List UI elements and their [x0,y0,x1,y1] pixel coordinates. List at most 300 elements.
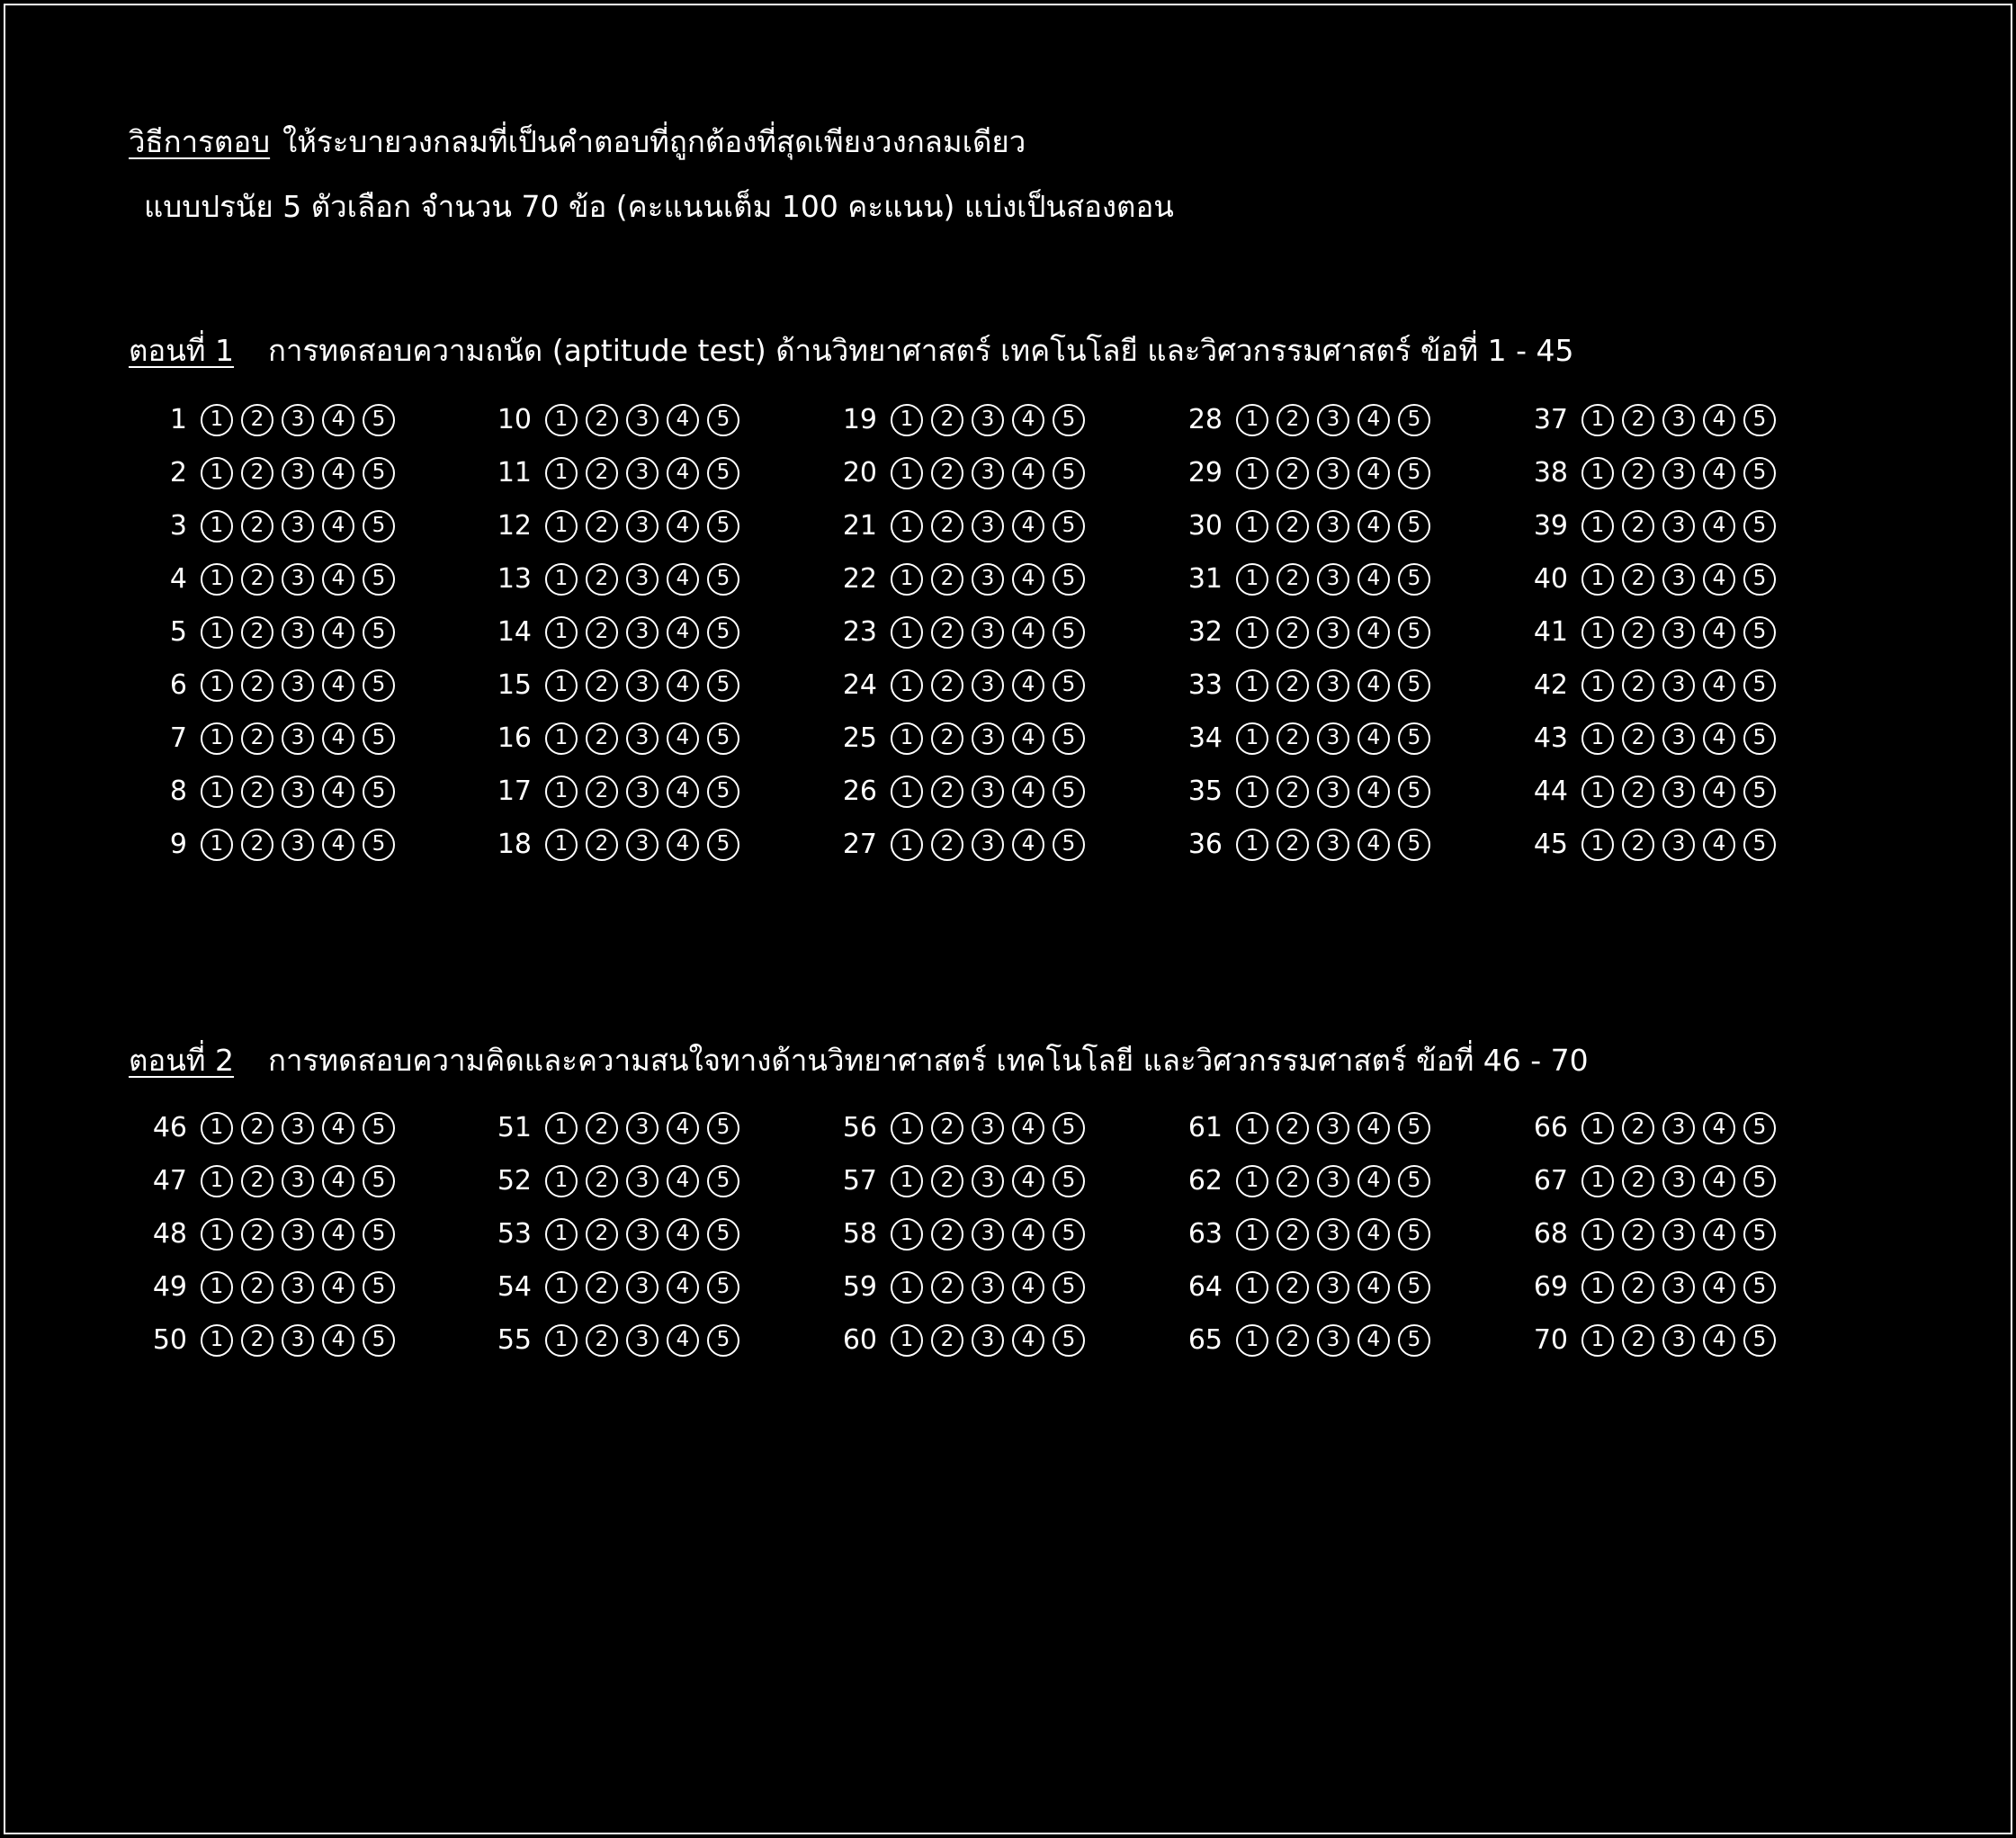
answer-bubble-2[interactable]: 2 [1622,457,1654,489]
answer-bubble-5[interactable]: 5 [707,1218,739,1251]
answer-bubble-3[interactable]: 3 [1317,1218,1349,1251]
answer-bubble-1[interactable]: 1 [201,776,233,808]
answer-bubble-5[interactable]: 5 [1743,829,1776,861]
answer-bubble-2[interactable]: 2 [241,1271,273,1304]
answer-bubble-3[interactable]: 3 [626,829,659,861]
answer-bubble-1[interactable]: 1 [891,510,923,542]
answer-bubble-3[interactable]: 3 [972,510,1004,542]
answer-bubble-1[interactable]: 1 [545,1112,578,1144]
answer-bubble-1[interactable]: 1 [201,722,233,755]
answer-bubble-1[interactable]: 1 [201,669,233,702]
answer-bubble-5[interactable]: 5 [1743,776,1776,808]
answer-bubble-3[interactable]: 3 [282,1271,314,1304]
answer-bubble-2[interactable]: 2 [931,616,963,649]
answer-bubble-4[interactable]: 4 [1012,669,1044,702]
answer-bubble-5[interactable]: 5 [707,563,739,596]
answer-bubble-2[interactable]: 2 [586,404,618,436]
answer-bubble-5[interactable]: 5 [1053,776,1085,808]
answer-bubble-4[interactable]: 4 [1357,616,1390,649]
answer-bubble-2[interactable]: 2 [586,1112,618,1144]
answer-bubble-1[interactable]: 1 [891,1324,923,1357]
answer-bubble-5[interactable]: 5 [1398,722,1430,755]
answer-bubble-4[interactable]: 4 [322,457,354,489]
answer-bubble-5[interactable]: 5 [1743,1324,1776,1357]
answer-bubble-1[interactable]: 1 [201,563,233,596]
answer-bubble-2[interactable]: 2 [586,722,618,755]
answer-bubble-4[interactable]: 4 [1703,722,1735,755]
answer-bubble-2[interactable]: 2 [1277,1271,1309,1304]
answer-bubble-5[interactable]: 5 [1398,1112,1430,1144]
answer-bubble-2[interactable]: 2 [586,669,618,702]
answer-bubble-4[interactable]: 4 [322,1165,354,1197]
answer-bubble-3[interactable]: 3 [1662,722,1695,755]
answer-bubble-1[interactable]: 1 [201,829,233,861]
answer-bubble-5[interactable]: 5 [707,1324,739,1357]
answer-bubble-3[interactable]: 3 [626,1112,659,1144]
answer-bubble-4[interactable]: 4 [1012,404,1044,436]
answer-bubble-1[interactable]: 1 [1581,776,1614,808]
answer-bubble-3[interactable]: 3 [1662,616,1695,649]
answer-bubble-5[interactable]: 5 [363,510,395,542]
answer-bubble-3[interactable]: 3 [626,404,659,436]
answer-bubble-2[interactable]: 2 [586,510,618,542]
answer-bubble-1[interactable]: 1 [1236,722,1268,755]
answer-bubble-2[interactable]: 2 [1277,776,1309,808]
answer-bubble-5[interactable]: 5 [1053,404,1085,436]
answer-bubble-1[interactable]: 1 [891,1112,923,1144]
answer-bubble-2[interactable]: 2 [931,1165,963,1197]
answer-bubble-5[interactable]: 5 [707,829,739,861]
answer-bubble-4[interactable]: 4 [667,457,699,489]
answer-bubble-4[interactable]: 4 [667,776,699,808]
answer-bubble-1[interactable]: 1 [891,457,923,489]
answer-bubble-4[interactable]: 4 [1012,776,1044,808]
answer-bubble-1[interactable]: 1 [1581,1165,1614,1197]
answer-bubble-2[interactable]: 2 [586,829,618,861]
answer-bubble-4[interactable]: 4 [1703,669,1735,702]
answer-bubble-1[interactable]: 1 [545,1218,578,1251]
answer-bubble-5[interactable]: 5 [1053,669,1085,702]
answer-bubble-3[interactable]: 3 [972,722,1004,755]
answer-bubble-2[interactable]: 2 [586,776,618,808]
answer-bubble-5[interactable]: 5 [363,1218,395,1251]
answer-bubble-4[interactable]: 4 [1357,1324,1390,1357]
answer-bubble-5[interactable]: 5 [707,669,739,702]
answer-bubble-5[interactable]: 5 [1743,1271,1776,1304]
answer-bubble-1[interactable]: 1 [545,669,578,702]
answer-bubble-4[interactable]: 4 [1012,722,1044,755]
answer-bubble-2[interactable]: 2 [586,1324,618,1357]
answer-bubble-3[interactable]: 3 [282,1218,314,1251]
answer-bubble-5[interactable]: 5 [363,616,395,649]
answer-bubble-1[interactable]: 1 [545,1165,578,1197]
answer-bubble-3[interactable]: 3 [1662,669,1695,702]
answer-bubble-3[interactable]: 3 [972,1324,1004,1357]
answer-bubble-1[interactable]: 1 [545,457,578,489]
answer-bubble-3[interactable]: 3 [626,776,659,808]
answer-bubble-4[interactable]: 4 [667,829,699,861]
answer-bubble-3[interactable]: 3 [1317,457,1349,489]
answer-bubble-1[interactable]: 1 [1581,616,1614,649]
answer-bubble-1[interactable]: 1 [891,829,923,861]
answer-bubble-4[interactable]: 4 [322,1324,354,1357]
answer-bubble-4[interactable]: 4 [667,1112,699,1144]
answer-bubble-1[interactable]: 1 [891,616,923,649]
answer-bubble-4[interactable]: 4 [1357,1165,1390,1197]
answer-bubble-4[interactable]: 4 [667,616,699,649]
answer-bubble-5[interactable]: 5 [1743,457,1776,489]
answer-bubble-2[interactable]: 2 [1622,404,1654,436]
answer-bubble-1[interactable]: 1 [201,510,233,542]
answer-bubble-5[interactable]: 5 [1398,616,1430,649]
answer-bubble-1[interactable]: 1 [1236,1218,1268,1251]
answer-bubble-2[interactable]: 2 [1277,563,1309,596]
answer-bubble-4[interactable]: 4 [322,1218,354,1251]
answer-bubble-5[interactable]: 5 [363,1112,395,1144]
answer-bubble-4[interactable]: 4 [1357,1112,1390,1144]
answer-bubble-2[interactable]: 2 [241,457,273,489]
answer-bubble-1[interactable]: 1 [1236,510,1268,542]
answer-bubble-3[interactable]: 3 [282,404,314,436]
answer-bubble-5[interactable]: 5 [363,669,395,702]
answer-bubble-1[interactable]: 1 [201,457,233,489]
answer-bubble-5[interactable]: 5 [1743,669,1776,702]
answer-bubble-1[interactable]: 1 [891,1165,923,1197]
answer-bubble-4[interactable]: 4 [667,563,699,596]
answer-bubble-5[interactable]: 5 [1398,404,1430,436]
answer-bubble-5[interactable]: 5 [707,1112,739,1144]
answer-bubble-4[interactable]: 4 [667,1271,699,1304]
answer-bubble-3[interactable]: 3 [972,616,1004,649]
answer-bubble-2[interactable]: 2 [931,404,963,436]
answer-bubble-1[interactable]: 1 [1236,1324,1268,1357]
answer-bubble-4[interactable]: 4 [1012,1324,1044,1357]
answer-bubble-4[interactable]: 4 [1703,1324,1735,1357]
answer-bubble-3[interactable]: 3 [626,1324,659,1357]
answer-bubble-2[interactable]: 2 [1277,1324,1309,1357]
answer-bubble-2[interactable]: 2 [586,457,618,489]
answer-bubble-5[interactable]: 5 [1053,1112,1085,1144]
answer-bubble-3[interactable]: 3 [282,1324,314,1357]
answer-bubble-5[interactable]: 5 [1743,563,1776,596]
answer-bubble-3[interactable]: 3 [1317,669,1349,702]
answer-bubble-3[interactable]: 3 [1317,829,1349,861]
answer-bubble-3[interactable]: 3 [972,829,1004,861]
answer-bubble-2[interactable]: 2 [586,1218,618,1251]
answer-bubble-4[interactable]: 4 [322,722,354,755]
answer-bubble-2[interactable]: 2 [931,669,963,702]
answer-bubble-5[interactable]: 5 [1053,1218,1085,1251]
answer-bubble-3[interactable]: 3 [626,1271,659,1304]
answer-bubble-4[interactable]: 4 [322,1271,354,1304]
answer-bubble-4[interactable]: 4 [322,1112,354,1144]
answer-bubble-2[interactable]: 2 [241,776,273,808]
answer-bubble-4[interactable]: 4 [1703,510,1735,542]
answer-bubble-3[interactable]: 3 [626,669,659,702]
answer-bubble-5[interactable]: 5 [363,1324,395,1357]
answer-bubble-5[interactable]: 5 [707,616,739,649]
answer-bubble-5[interactable]: 5 [363,776,395,808]
answer-bubble-2[interactable]: 2 [241,1165,273,1197]
answer-bubble-1[interactable]: 1 [1581,1271,1614,1304]
answer-bubble-2[interactable]: 2 [586,616,618,649]
answer-bubble-3[interactable]: 3 [972,1165,1004,1197]
answer-bubble-4[interactable]: 4 [1012,563,1044,596]
answer-bubble-4[interactable]: 4 [1357,1271,1390,1304]
answer-bubble-3[interactable]: 3 [1662,404,1695,436]
answer-bubble-1[interactable]: 1 [1236,404,1268,436]
answer-bubble-3[interactable]: 3 [972,457,1004,489]
answer-bubble-3[interactable]: 3 [972,776,1004,808]
answer-bubble-3[interactable]: 3 [626,457,659,489]
answer-bubble-4[interactable]: 4 [1357,829,1390,861]
answer-bubble-1[interactable]: 1 [1581,563,1614,596]
answer-bubble-1[interactable]: 1 [1236,1112,1268,1144]
answer-bubble-3[interactable]: 3 [282,563,314,596]
answer-bubble-4[interactable]: 4 [322,616,354,649]
answer-bubble-3[interactable]: 3 [1317,616,1349,649]
answer-bubble-5[interactable]: 5 [1398,829,1430,861]
answer-bubble-3[interactable]: 3 [972,404,1004,436]
answer-bubble-2[interactable]: 2 [241,1324,273,1357]
answer-bubble-3[interactable]: 3 [1317,776,1349,808]
answer-bubble-2[interactable]: 2 [1277,510,1309,542]
answer-bubble-3[interactable]: 3 [626,1165,659,1197]
answer-bubble-3[interactable]: 3 [1317,510,1349,542]
answer-bubble-5[interactable]: 5 [1743,510,1776,542]
answer-bubble-5[interactable]: 5 [1053,722,1085,755]
answer-bubble-2[interactable]: 2 [586,1271,618,1304]
answer-bubble-4[interactable]: 4 [1357,404,1390,436]
answer-bubble-5[interactable]: 5 [1053,1165,1085,1197]
answer-bubble-4[interactable]: 4 [1357,776,1390,808]
answer-bubble-5[interactable]: 5 [1053,457,1085,489]
answer-bubble-4[interactable]: 4 [1703,776,1735,808]
answer-bubble-4[interactable]: 4 [1357,722,1390,755]
answer-bubble-4[interactable]: 4 [1703,616,1735,649]
answer-bubble-1[interactable]: 1 [545,722,578,755]
answer-bubble-1[interactable]: 1 [1236,669,1268,702]
answer-bubble-4[interactable]: 4 [667,722,699,755]
answer-bubble-5[interactable]: 5 [1743,1218,1776,1251]
answer-bubble-4[interactable]: 4 [667,1324,699,1357]
answer-bubble-5[interactable]: 5 [707,457,739,489]
answer-bubble-3[interactable]: 3 [1317,404,1349,436]
answer-bubble-4[interactable]: 4 [1703,457,1735,489]
answer-bubble-3[interactable]: 3 [1662,1112,1695,1144]
answer-bubble-3[interactable]: 3 [626,510,659,542]
answer-bubble-5[interactable]: 5 [1743,404,1776,436]
answer-bubble-4[interactable]: 4 [322,563,354,596]
answer-bubble-1[interactable]: 1 [1236,616,1268,649]
answer-bubble-1[interactable]: 1 [891,563,923,596]
answer-bubble-5[interactable]: 5 [1743,722,1776,755]
answer-bubble-3[interactable]: 3 [626,616,659,649]
answer-bubble-5[interactable]: 5 [707,510,739,542]
answer-bubble-1[interactable]: 1 [1581,1112,1614,1144]
answer-bubble-4[interactable]: 4 [1357,563,1390,596]
answer-bubble-2[interactable]: 2 [931,1324,963,1357]
answer-bubble-3[interactable]: 3 [1317,722,1349,755]
answer-bubble-1[interactable]: 1 [891,669,923,702]
answer-bubble-5[interactable]: 5 [363,457,395,489]
answer-bubble-4[interactable]: 4 [322,404,354,436]
answer-bubble-4[interactable]: 4 [1703,1112,1735,1144]
answer-bubble-1[interactable]: 1 [545,510,578,542]
answer-bubble-2[interactable]: 2 [1277,404,1309,436]
answer-bubble-4[interactable]: 4 [1357,510,1390,542]
answer-bubble-2[interactable]: 2 [1622,722,1654,755]
answer-bubble-3[interactable]: 3 [1317,563,1349,596]
answer-bubble-3[interactable]: 3 [282,829,314,861]
answer-bubble-3[interactable]: 3 [282,616,314,649]
answer-bubble-1[interactable]: 1 [891,722,923,755]
answer-bubble-1[interactable]: 1 [891,404,923,436]
answer-bubble-3[interactable]: 3 [972,669,1004,702]
answer-bubble-2[interactable]: 2 [586,563,618,596]
answer-bubble-3[interactable]: 3 [1662,563,1695,596]
answer-bubble-3[interactable]: 3 [972,1218,1004,1251]
answer-bubble-1[interactable]: 1 [201,1271,233,1304]
answer-bubble-4[interactable]: 4 [1357,669,1390,702]
answer-bubble-1[interactable]: 1 [201,1165,233,1197]
answer-bubble-1[interactable]: 1 [1236,1165,1268,1197]
answer-bubble-5[interactable]: 5 [363,1271,395,1304]
answer-bubble-2[interactable]: 2 [241,722,273,755]
answer-bubble-5[interactable]: 5 [1053,510,1085,542]
answer-bubble-5[interactable]: 5 [363,404,395,436]
answer-bubble-5[interactable]: 5 [363,829,395,861]
answer-bubble-5[interactable]: 5 [1398,510,1430,542]
answer-bubble-2[interactable]: 2 [1622,669,1654,702]
answer-bubble-2[interactable]: 2 [1622,776,1654,808]
answer-bubble-4[interactable]: 4 [1357,1218,1390,1251]
answer-bubble-1[interactable]: 1 [545,776,578,808]
answer-bubble-1[interactable]: 1 [201,404,233,436]
answer-bubble-3[interactable]: 3 [1317,1112,1349,1144]
answer-bubble-5[interactable]: 5 [1398,563,1430,596]
answer-bubble-5[interactable]: 5 [1053,563,1085,596]
answer-bubble-3[interactable]: 3 [282,669,314,702]
answer-bubble-2[interactable]: 2 [586,1165,618,1197]
answer-bubble-1[interactable]: 1 [201,1112,233,1144]
answer-bubble-5[interactable]: 5 [707,1271,739,1304]
answer-bubble-1[interactable]: 1 [201,616,233,649]
answer-bubble-4[interactable]: 4 [1012,510,1044,542]
answer-bubble-4[interactable]: 4 [667,1165,699,1197]
answer-bubble-5[interactable]: 5 [1743,1112,1776,1144]
answer-bubble-2[interactable]: 2 [1277,616,1309,649]
answer-bubble-4[interactable]: 4 [1703,1218,1735,1251]
answer-bubble-5[interactable]: 5 [1398,1218,1430,1251]
answer-bubble-3[interactable]: 3 [1662,1271,1695,1304]
answer-bubble-4[interactable]: 4 [322,669,354,702]
answer-bubble-2[interactable]: 2 [931,722,963,755]
answer-bubble-1[interactable]: 1 [1236,829,1268,861]
answer-bubble-2[interactable]: 2 [241,404,273,436]
answer-bubble-2[interactable]: 2 [1622,829,1654,861]
answer-bubble-2[interactable]: 2 [931,776,963,808]
answer-bubble-1[interactable]: 1 [1236,1271,1268,1304]
answer-bubble-1[interactable]: 1 [545,616,578,649]
answer-bubble-1[interactable]: 1 [1581,1218,1614,1251]
answer-bubble-1[interactable]: 1 [1581,457,1614,489]
answer-bubble-1[interactable]: 1 [1236,457,1268,489]
answer-bubble-1[interactable]: 1 [545,1271,578,1304]
answer-bubble-5[interactable]: 5 [1743,1165,1776,1197]
answer-bubble-2[interactable]: 2 [1622,616,1654,649]
answer-bubble-3[interactable]: 3 [626,563,659,596]
answer-bubble-5[interactable]: 5 [1053,1271,1085,1304]
answer-bubble-5[interactable]: 5 [363,722,395,755]
answer-bubble-5[interactable]: 5 [707,404,739,436]
answer-bubble-2[interactable]: 2 [241,616,273,649]
answer-bubble-3[interactable]: 3 [282,1165,314,1197]
answer-bubble-3[interactable]: 3 [1662,1165,1695,1197]
answer-bubble-3[interactable]: 3 [282,510,314,542]
answer-bubble-1[interactable]: 1 [545,563,578,596]
answer-bubble-2[interactable]: 2 [1277,1165,1309,1197]
answer-bubble-4[interactable]: 4 [667,1218,699,1251]
answer-bubble-5[interactable]: 5 [1398,457,1430,489]
answer-bubble-3[interactable]: 3 [282,1112,314,1144]
answer-bubble-5[interactable]: 5 [1398,1165,1430,1197]
answer-bubble-5[interactable]: 5 [1053,1324,1085,1357]
answer-bubble-4[interactable]: 4 [667,510,699,542]
answer-bubble-2[interactable]: 2 [241,829,273,861]
answer-bubble-1[interactable]: 1 [545,1324,578,1357]
answer-bubble-2[interactable]: 2 [1622,563,1654,596]
answer-bubble-4[interactable]: 4 [322,510,354,542]
answer-bubble-4[interactable]: 4 [1012,1271,1044,1304]
answer-bubble-1[interactable]: 1 [1581,1324,1614,1357]
answer-bubble-5[interactable]: 5 [707,776,739,808]
answer-bubble-5[interactable]: 5 [1398,776,1430,808]
answer-bubble-3[interactable]: 3 [626,722,659,755]
answer-bubble-4[interactable]: 4 [1012,1165,1044,1197]
answer-bubble-5[interactable]: 5 [363,563,395,596]
answer-bubble-1[interactable]: 1 [1581,669,1614,702]
answer-bubble-5[interactable]: 5 [1398,1324,1430,1357]
answer-bubble-4[interactable]: 4 [667,404,699,436]
answer-bubble-2[interactable]: 2 [1622,1165,1654,1197]
answer-bubble-2[interactable]: 2 [241,1218,273,1251]
answer-bubble-2[interactable]: 2 [1622,1324,1654,1357]
answer-bubble-2[interactable]: 2 [1277,829,1309,861]
answer-bubble-2[interactable]: 2 [1277,669,1309,702]
answer-bubble-5[interactable]: 5 [1053,616,1085,649]
answer-bubble-2[interactable]: 2 [241,510,273,542]
answer-bubble-3[interactable]: 3 [1662,457,1695,489]
answer-bubble-3[interactable]: 3 [626,1218,659,1251]
answer-bubble-3[interactable]: 3 [282,776,314,808]
answer-bubble-2[interactable]: 2 [1622,1112,1654,1144]
answer-bubble-3[interactable]: 3 [1317,1324,1349,1357]
answer-bubble-2[interactable]: 2 [931,829,963,861]
answer-bubble-4[interactable]: 4 [667,669,699,702]
answer-bubble-3[interactable]: 3 [282,457,314,489]
answer-bubble-3[interactable]: 3 [282,722,314,755]
answer-bubble-1[interactable]: 1 [891,1271,923,1304]
answer-bubble-2[interactable]: 2 [931,1271,963,1304]
answer-bubble-3[interactable]: 3 [1662,1324,1695,1357]
answer-bubble-1[interactable]: 1 [1581,510,1614,542]
answer-bubble-3[interactable]: 3 [972,563,1004,596]
answer-bubble-1[interactable]: 1 [545,829,578,861]
answer-bubble-5[interactable]: 5 [1743,616,1776,649]
answer-bubble-3[interactable]: 3 [1317,1271,1349,1304]
answer-bubble-1[interactable]: 1 [545,404,578,436]
